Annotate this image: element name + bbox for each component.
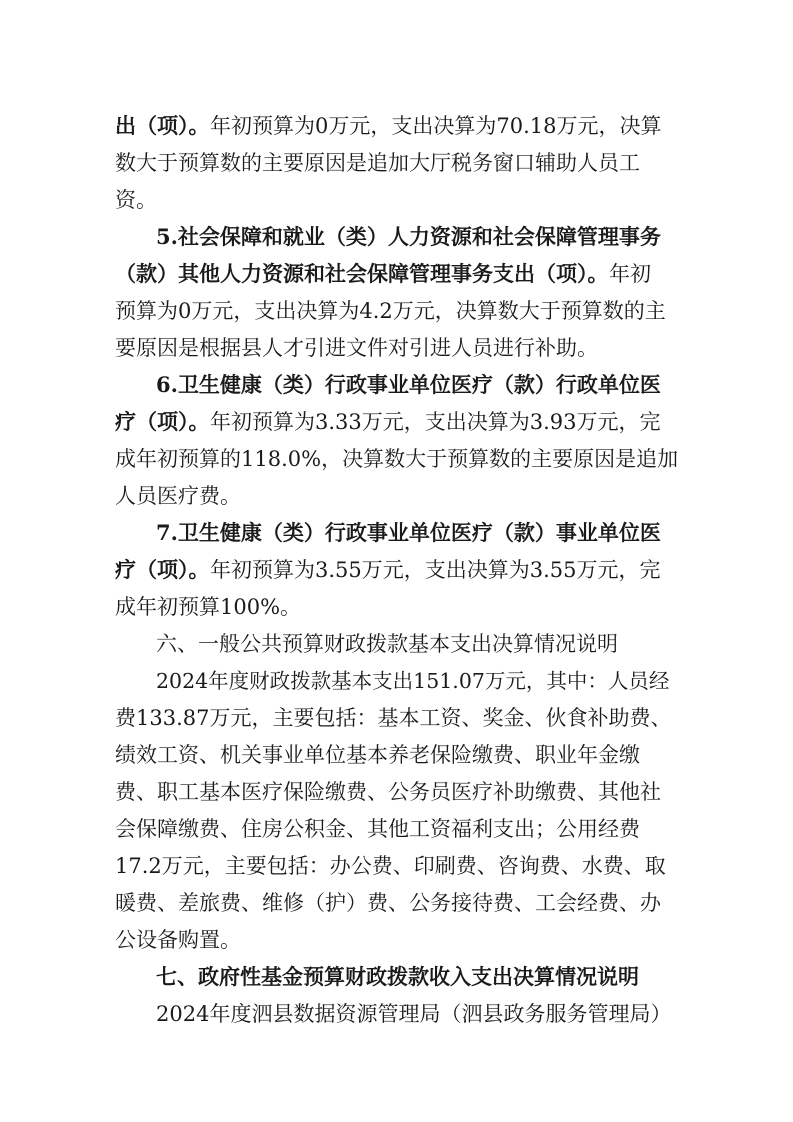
paragraph-line	[0, 256, 793, 292]
text-run: 数大于预算数的主要原因是追加大厅税务窗口辅助人员工	[115, 151, 640, 175]
text-run: 要原因是根据县人才引进文件对引进人员进行补助。	[115, 336, 598, 360]
paragraph-line	[0, 478, 793, 514]
text-run: 预算为0万元，支出决算为4.2万元，决算数大于预算数的主	[115, 299, 666, 323]
text-run: 年初预算为0万元，支出决算为70.18万元，决算	[210, 114, 662, 138]
paragraph-line	[0, 515, 793, 551]
text-run: 公设备购置。	[115, 928, 241, 952]
heading-text: 七、政府性基金预算财政拨款收入支出决算情况说明	[156, 964, 639, 989]
paragraph-line	[0, 108, 793, 144]
text-run: 2024年度财政拨款基本支出151.07万元，其中：人员经	[156, 669, 670, 693]
paragraph-line	[0, 145, 793, 181]
text-run: 资。	[115, 188, 157, 212]
paragraph-line	[0, 885, 793, 921]
bold-run: 出（项）。	[115, 113, 210, 138]
bold-run: （款）其他人力资源和社会保障管理事务支出（项）。	[115, 261, 609, 286]
bold-run: 5.社会保障和就业（类）人力资源和社会保障管理事务	[156, 224, 661, 249]
bold-run: 疗（项）。	[115, 409, 210, 434]
paragraph-line	[0, 404, 793, 440]
paragraph-line	[0, 441, 793, 477]
paragraph-line	[0, 663, 793, 699]
paragraph-line	[0, 589, 793, 625]
paragraph-line	[0, 700, 793, 736]
bold-run: 7.卫生健康（类）行政事业单位医疗（款）事业单位医	[156, 520, 661, 545]
text-run: 17.2万元，主要包括：办公费、印刷费、咨询费、水费、取	[115, 854, 666, 878]
text-run: 会保障缴费、住房公积金、其他工资福利支出；公用经费	[115, 817, 640, 841]
text-run: 年初预算为3.33万元，支出决算为3.93万元，完	[210, 410, 661, 434]
paragraph-line	[0, 737, 793, 773]
paragraph-line	[0, 552, 793, 588]
text-run: 费133.87万元，主要包括：基本工资、奖金、伙食补助费、	[115, 706, 672, 730]
text-run: 暖费、差旅费、维修（护）费、公务接待费、工会经费、办	[115, 891, 661, 915]
text-run: 费、职工基本医疗保险缴费、公务员医疗补助缴费、其他社	[115, 780, 661, 804]
paragraph-line	[0, 330, 793, 366]
section-heading	[0, 959, 793, 995]
bold-run: 6.卫生健康（类）行政事业单位医疗（款）行政单位医	[156, 372, 661, 397]
paragraph-line	[0, 922, 793, 958]
text-run: 成年初预算100%。	[115, 595, 302, 619]
text-run: 成年初预算的118.0%，决算数大于预算数的主要原因是追加	[115, 447, 679, 471]
paragraph-line	[0, 848, 793, 884]
paragraph-line	[0, 996, 793, 1032]
text-run: 绩效工资、机关事业单位基本养老保险缴费、职业年金缴	[115, 743, 640, 767]
paragraph-line	[0, 219, 793, 255]
text-run: 年初预算为3.55万元，支出决算为3.55万元，完	[210, 558, 661, 582]
paragraph-line	[0, 293, 793, 329]
text-run: 人员医疗费。	[115, 484, 241, 508]
text-run: 2024年度泗县数据资源管理局（泗县政务服务管理局）	[156, 1002, 672, 1026]
text-run: 年初	[609, 262, 651, 286]
paragraph-line	[0, 182, 793, 218]
bold-run: 疗（项）。	[115, 557, 210, 582]
paragraph-line	[0, 774, 793, 810]
heading-text: 六、一般公共预算财政拨款基本支出决算情况说明	[156, 632, 618, 656]
paragraph-line	[0, 367, 793, 403]
section-heading	[0, 626, 793, 662]
paragraph-line	[0, 811, 793, 847]
